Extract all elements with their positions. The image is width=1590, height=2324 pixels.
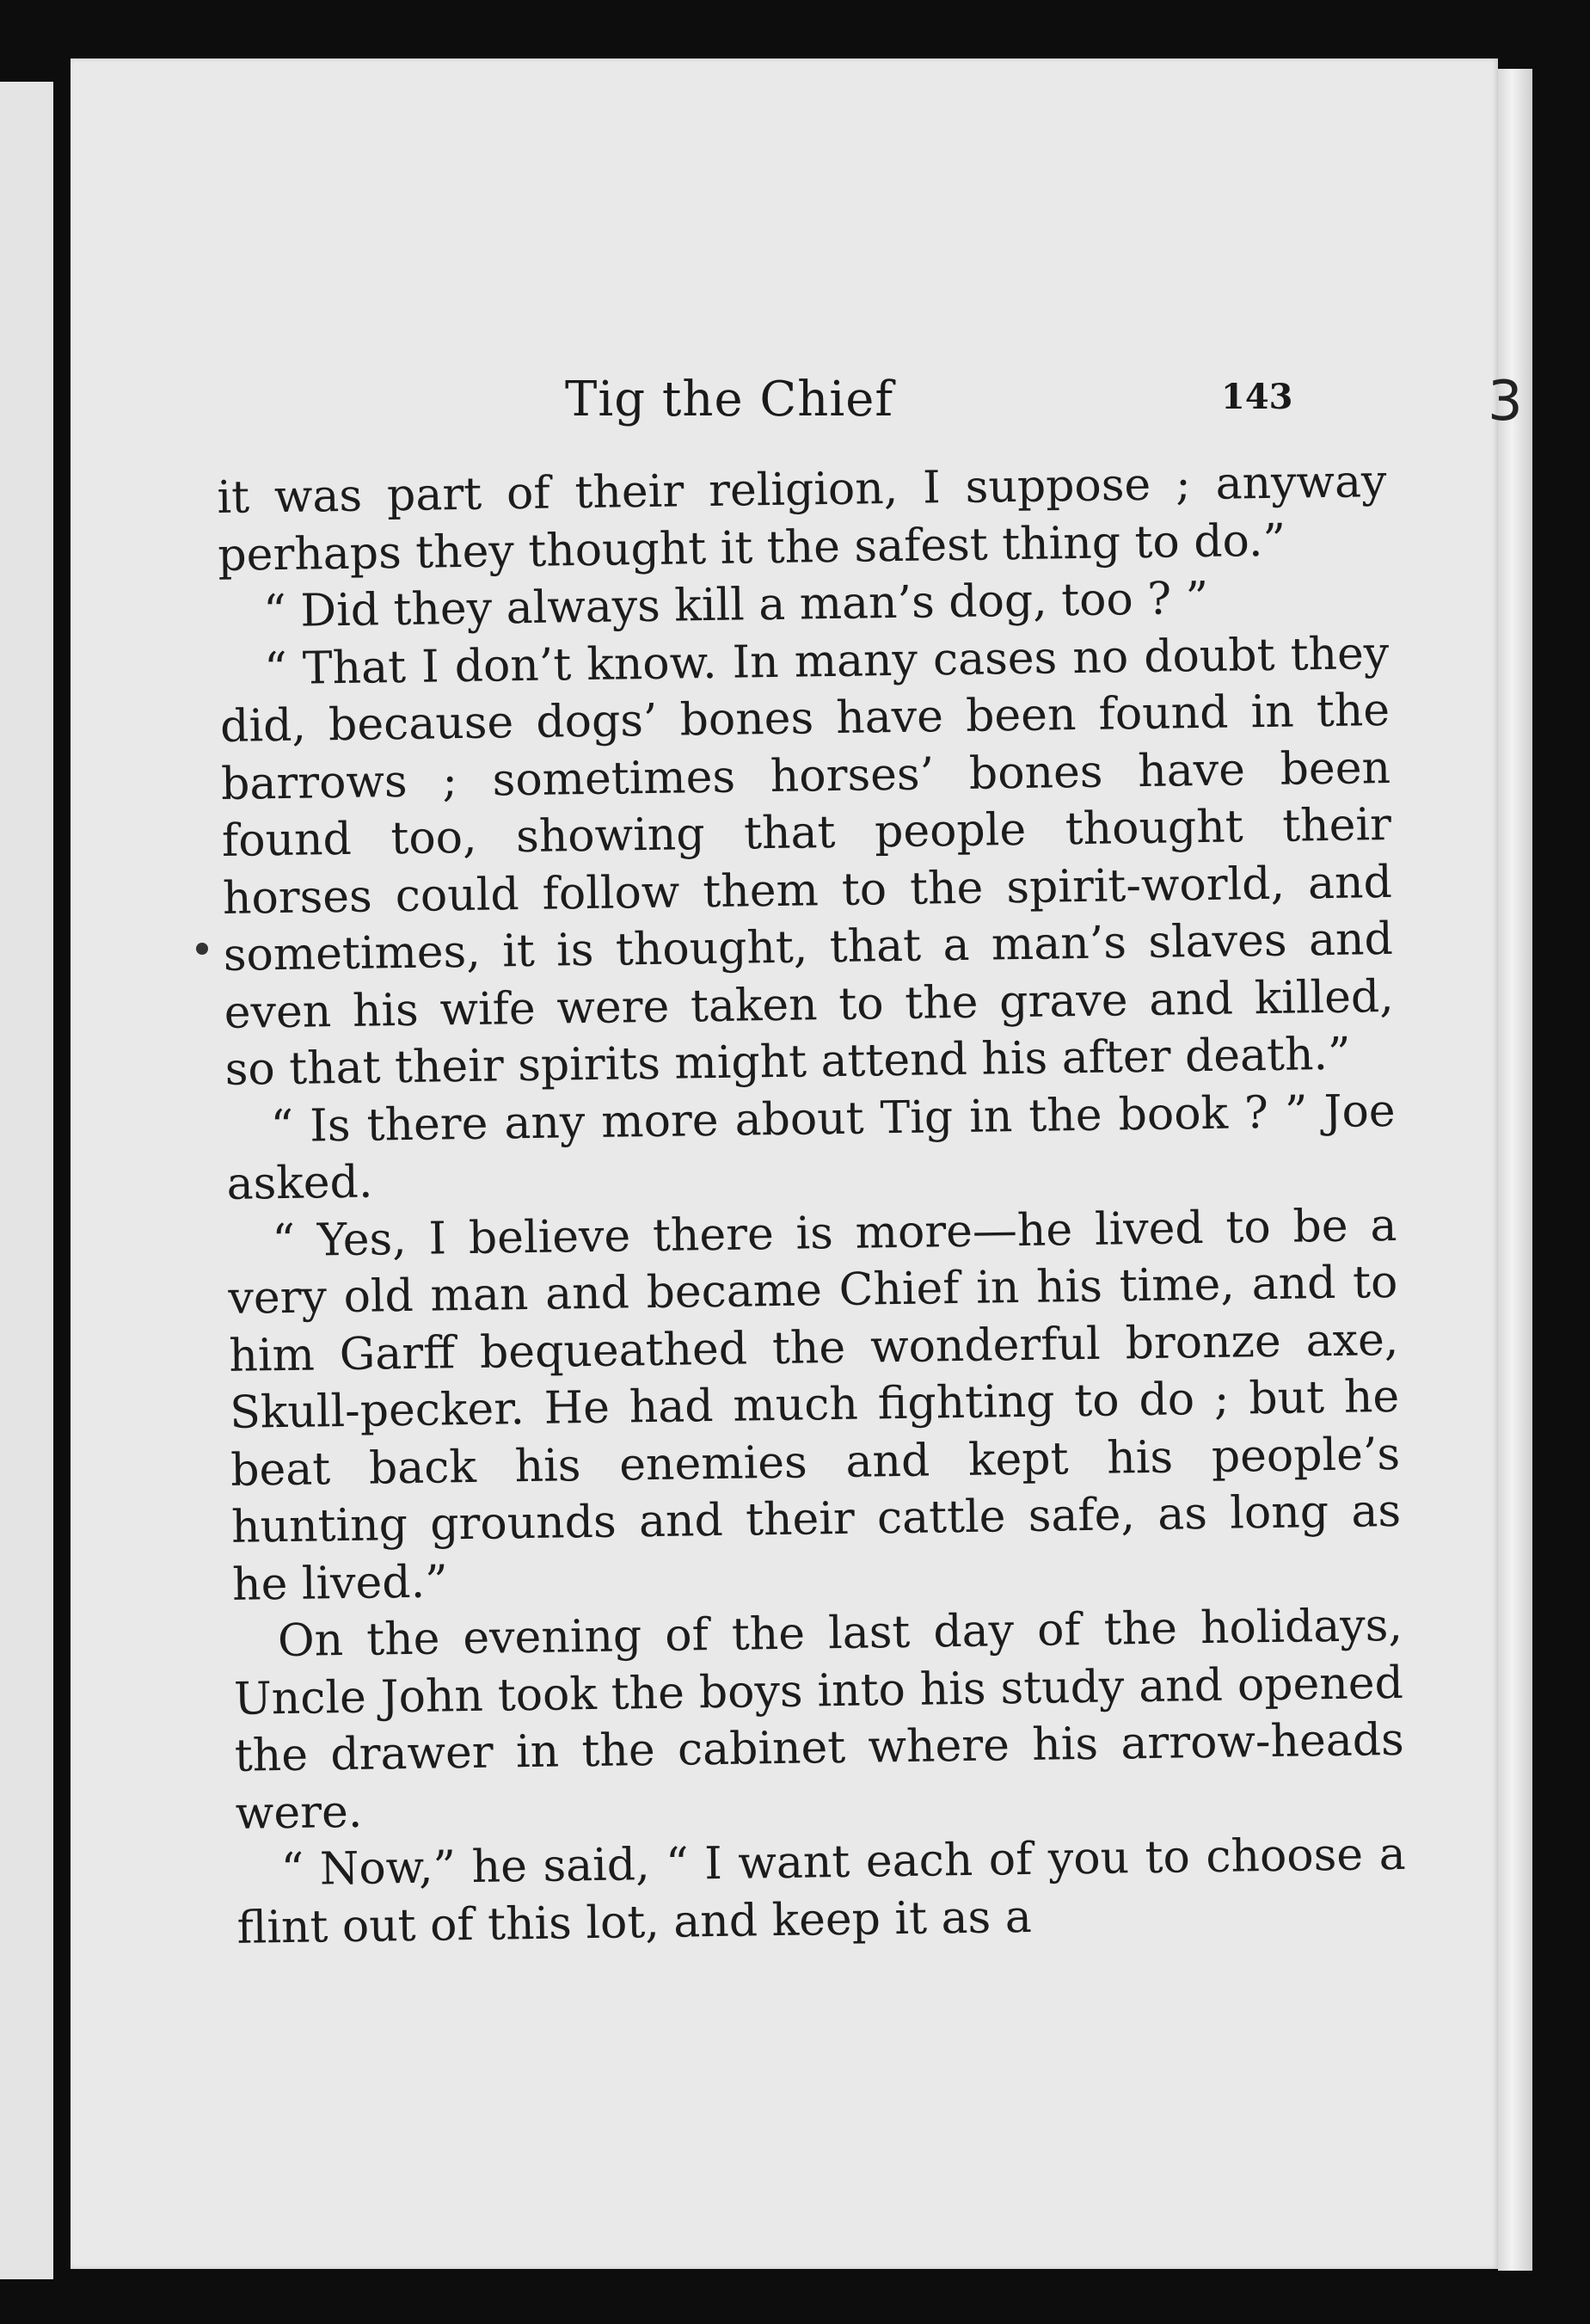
margin-dot	[196, 943, 208, 955]
paragraph: “ Yes, I believe there is more—he lived to be a very old man and became Chief in his time, and to him Garff bequeathed the wonderful bronze axe, Skull-pecker. He had much fighting to do ; but he beat back his enemies and kept his people’s hunting grounds and their cattle safe, as long as he lived.”	[228, 1199, 1402, 1611]
paragraph: “ Is there any more about Tig in the book ? ” Joe asked.	[226, 1085, 1396, 1210]
running-head	[71, 317, 1498, 427]
paragraph: “ Now,” he said, “ I want each of you to choose a flint out of this lot, and keep it as a	[236, 1828, 1407, 1954]
page-number: 143	[1221, 377, 1293, 417]
paragraph: “ That I don’t know. In many cases no doubt they did, because dogs’ bones have been found in the barrows ; sometimes horses’ bones have been found too, showing that people thought their horses could follow them to the spirit-world, and sometimes, it is thought, that a man’s slaves and even his wife were taken to the grave and killed, so that their spirits might attend his after death.”	[219, 627, 1395, 1096]
body-text	[217, 453, 1407, 1957]
running-title: Tig the Chief	[565, 372, 894, 427]
facing-page-edge	[0, 82, 53, 2279]
paragraph: On the evening of the last day of the holidays, Uncle John took the boys into his study and opened the drawer in the cabinet where his arrow-heads were.	[233, 1599, 1405, 1840]
book-page	[71, 58, 1498, 2269]
paragraph: “ Did they always kill a man’s dog, too ? ”	[262, 572, 1209, 638]
margin-note: 3	[1488, 370, 1523, 433]
paragraph-continued: it was part of their religion, I suppose ; anyway perhaps they thought it the safest thing to do.”	[217, 456, 1387, 581]
